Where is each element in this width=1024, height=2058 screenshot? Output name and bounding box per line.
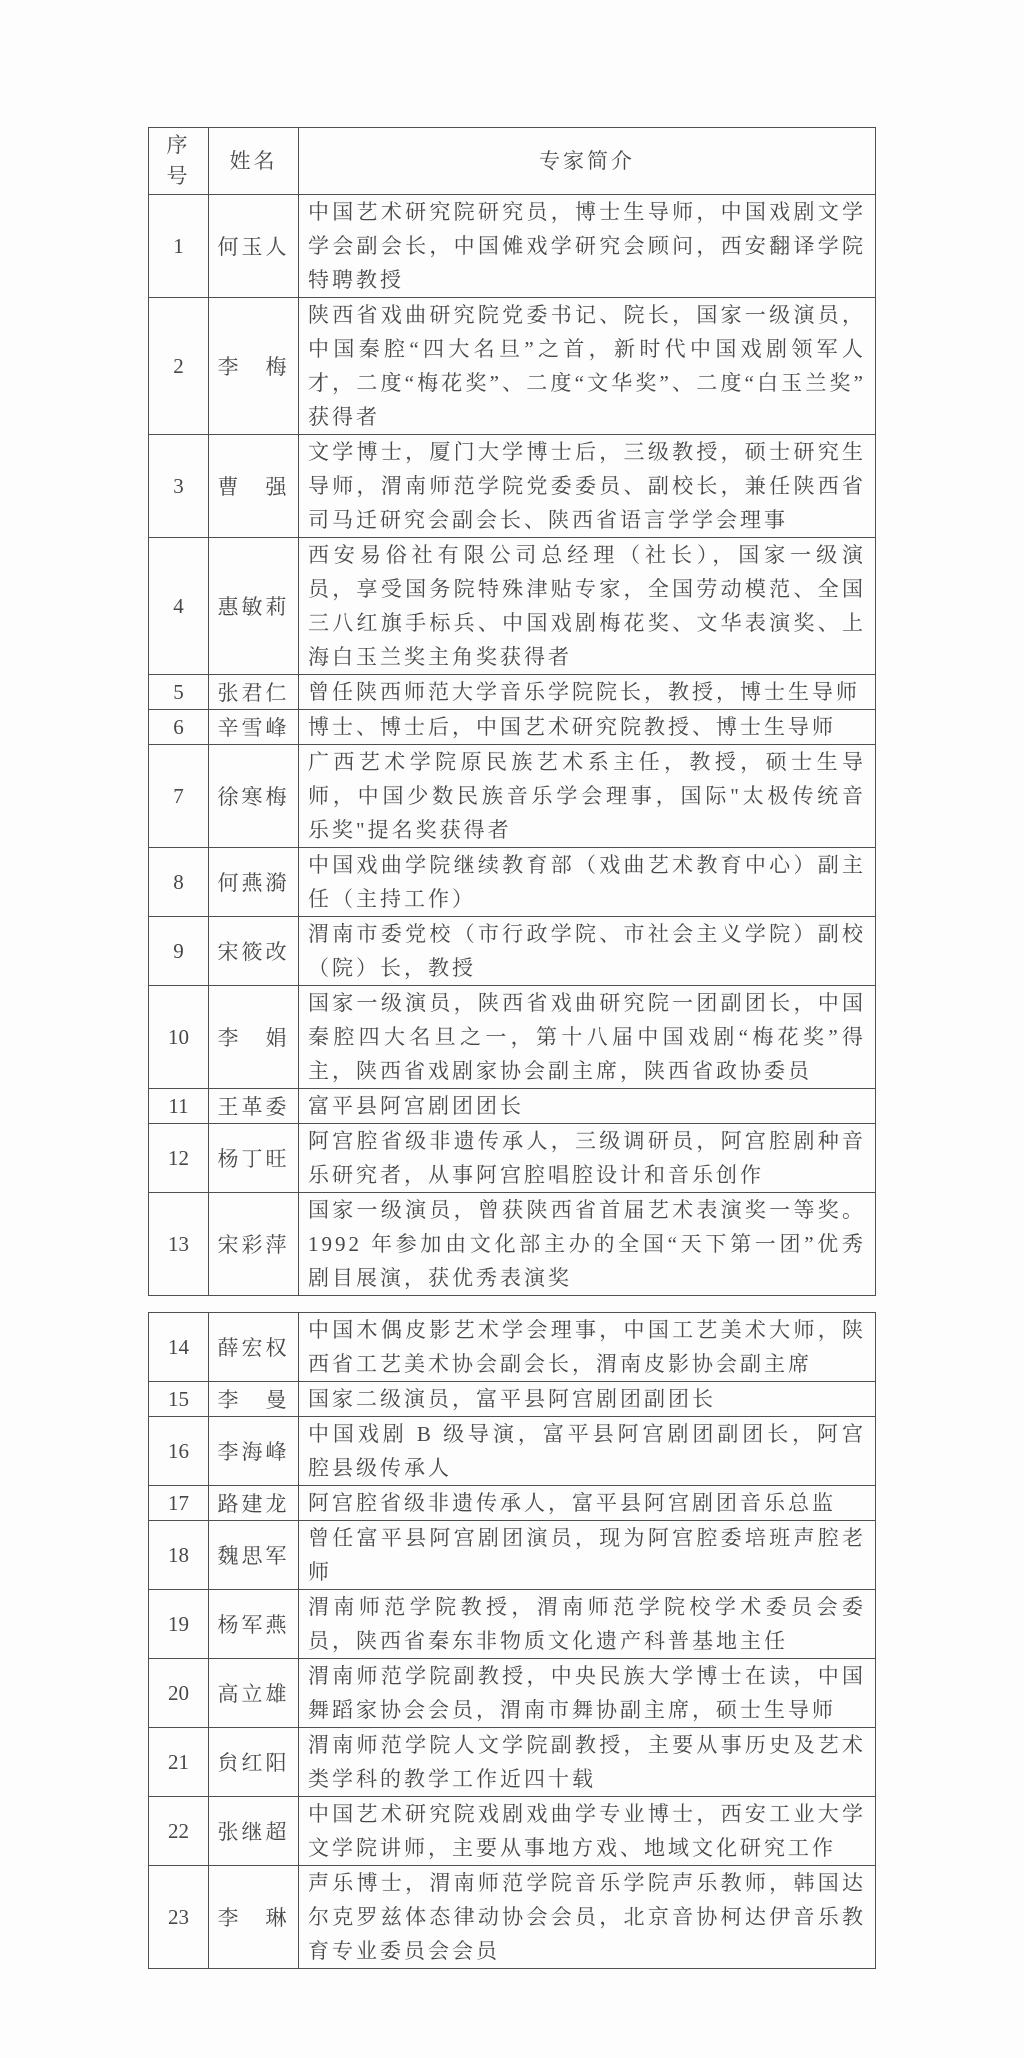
table-row	[149, 538, 876, 675]
serial-cell: 2	[149, 298, 209, 435]
serial-cell: 8	[149, 848, 209, 917]
table-row	[149, 298, 876, 435]
serial-cell: 6	[149, 710, 209, 745]
table-row	[149, 195, 876, 298]
serial-cell: 18	[149, 1521, 209, 1590]
header-serial-line2: 号	[166, 164, 191, 188]
experts-table-section-2	[148, 1312, 876, 1969]
table-row	[149, 745, 876, 848]
bio-cell: 渭南师范学院教授，渭南师范学院校学术委员会委员，陕西省秦东非物质文化遗产科普基地主任	[299, 1590, 876, 1659]
serial-cell: 20	[149, 1659, 209, 1728]
table-row	[149, 435, 876, 538]
serial-cell: 17	[149, 1486, 209, 1521]
table-row	[149, 1659, 876, 1728]
bio-cell: 中国艺术研究院研究员，博士生导师，中国戏剧文学学会副会长，中国傩戏学研究会顾问，西安翻译学院特聘教授	[299, 195, 876, 298]
serial-cell: 1	[149, 195, 209, 298]
name-cell: 徐寒梅	[209, 745, 299, 848]
name-cell: 杨丁旺	[209, 1124, 299, 1193]
bio-cell: 中国戏曲学院继续教育部（戏曲艺术教育中心）副主任（主持工作）	[299, 848, 876, 917]
table-row	[149, 917, 876, 986]
table-header-row	[149, 128, 876, 195]
bio-cell: 声乐博士，渭南师范学院音乐学院声乐教师，韩国达尔克罗兹体态律动协会会员，北京音协柯达伊音乐教育专业委员会会员	[299, 1866, 876, 1969]
bio-cell: 中国戏剧 B 级导演，富平县阿宫剧团副团长，阿宫腔县级传承人	[299, 1417, 876, 1486]
table-row	[149, 1382, 876, 1417]
name-cell: 王革委	[209, 1089, 299, 1124]
serial-cell: 15	[149, 1382, 209, 1417]
table-row	[149, 675, 876, 710]
name-cell: 杨军燕	[209, 1590, 299, 1659]
bio-cell: 中国艺术研究院戏剧戏曲学专业博士，西安工业大学文学院讲师，主要从事地方戏、地域文化研究工作	[299, 1797, 876, 1866]
name-cell: 李海峰	[209, 1417, 299, 1486]
name-cell: 薛宏权	[209, 1313, 299, 1382]
table-row	[149, 1313, 876, 1382]
name-cell: 贠红阳	[209, 1728, 299, 1797]
name-cell: 李 梅	[209, 298, 299, 435]
name-cell: 李 琳	[209, 1866, 299, 1969]
serial-cell: 11	[149, 1089, 209, 1124]
name-cell: 高立雄	[209, 1659, 299, 1728]
bio-cell: 富平县阿宫剧团团长	[299, 1089, 876, 1124]
name-cell: 张君仁	[209, 675, 299, 710]
name-cell: 魏思军	[209, 1521, 299, 1590]
header-bio: 专家简介	[299, 128, 876, 195]
table-row	[149, 1728, 876, 1797]
name-cell: 李 曼	[209, 1382, 299, 1417]
bio-cell: 西安易俗社有限公司总经理（社长），国家一级演员，享受国务院特殊津贴专家，全国劳动模范、全国三八红旗手标兵、中国戏剧梅花奖、文华表演奖、上海白玉兰奖主角奖获得者	[299, 538, 876, 675]
serial-cell: 13	[149, 1193, 209, 1296]
serial-cell: 3	[149, 435, 209, 538]
experts-table-section-1	[148, 127, 876, 1296]
header-serial	[149, 128, 209, 195]
serial-cell: 7	[149, 745, 209, 848]
bio-cell: 博士、博士后，中国艺术研究院教授、博士生导师	[299, 710, 876, 745]
serial-cell: 22	[149, 1797, 209, 1866]
name-cell: 曹 强	[209, 435, 299, 538]
serial-cell: 19	[149, 1590, 209, 1659]
serial-cell: 10	[149, 986, 209, 1089]
table-row	[149, 1797, 876, 1866]
table-row	[149, 1521, 876, 1590]
serial-cell: 12	[149, 1124, 209, 1193]
name-cell: 宋筱改	[209, 917, 299, 986]
bio-cell: 国家一级演员，陕西省戏曲研究院一团副团长，中国秦腔四大名旦之一，第十八届中国戏剧“梅花奖”得主，陕西省戏剧家协会副主席，陕西省政协委员	[299, 986, 876, 1089]
serial-cell: 4	[149, 538, 209, 675]
table-row	[149, 986, 876, 1089]
table-row	[149, 1590, 876, 1659]
name-cell: 张继超	[209, 1797, 299, 1866]
name-cell: 宋彩萍	[209, 1193, 299, 1296]
serial-cell: 5	[149, 675, 209, 710]
bio-cell: 曾任陕西师范大学音乐学院院长，教授，博士生导师	[299, 675, 876, 710]
header-name: 姓名	[209, 128, 299, 195]
table-row	[149, 1124, 876, 1193]
bio-cell: 文学博士，厦门大学博士后，三级教授，硕士研究生导师，渭南师范学院党委委员、副校长，兼任陕西省司马迁研究会副会长、陕西省语言学学会理事	[299, 435, 876, 538]
name-cell: 惠敏莉	[209, 538, 299, 675]
table-row	[149, 710, 876, 745]
name-cell: 何玉人	[209, 195, 299, 298]
bio-cell: 渭南市委党校（市行政学院、市社会主义学院）副校（院）长，教授	[299, 917, 876, 986]
name-cell: 何燕漪	[209, 848, 299, 917]
serial-cell: 16	[149, 1417, 209, 1486]
bio-cell: 陕西省戏曲研究院党委书记、院长，国家一级演员，中国秦腔“四大名旦”之首，新时代中国戏剧领军人才，二度“梅花奖”、二度“文华奖”、二度“白玉兰奖”获得者	[299, 298, 876, 435]
bio-cell: 中国木偶皮影艺术学会理事，中国工艺美术大师，陕西省工艺美术协会副会长，渭南皮影协会副主席	[299, 1313, 876, 1382]
table-row	[149, 848, 876, 917]
table-row	[149, 1089, 876, 1124]
name-cell: 李 娟	[209, 986, 299, 1089]
bio-cell: 渭南师范学院人文学院副教授，主要从事历史及艺术类学科的教学工作近四十载	[299, 1728, 876, 1797]
bio-cell: 曾任富平县阿宫剧团演员，现为阿宫腔委培班声腔老师	[299, 1521, 876, 1590]
bio-cell: 阿宫腔省级非遗传承人，富平县阿宫剧团音乐总监	[299, 1486, 876, 1521]
serial-cell: 21	[149, 1728, 209, 1797]
header-serial-line1: 序	[166, 133, 191, 157]
name-cell: 路建龙	[209, 1486, 299, 1521]
bio-cell: 渭南师范学院副教授，中央民族大学博士在读，中国舞蹈家协会会员，渭南市舞协副主席，硕士生导师	[299, 1659, 876, 1728]
table-row	[149, 1417, 876, 1486]
table-row	[149, 1193, 876, 1296]
serial-cell: 9	[149, 917, 209, 986]
bio-cell: 阿宫腔省级非遗传承人，三级调研员，阿宫腔剧种音乐研究者，从事阿宫腔唱腔设计和音乐创作	[299, 1124, 876, 1193]
serial-cell: 14	[149, 1313, 209, 1382]
bio-cell: 国家二级演员，富平县阿宫剧团副团长	[299, 1382, 876, 1417]
serial-cell: 23	[149, 1866, 209, 1969]
table-row	[149, 1486, 876, 1521]
table-row	[149, 1866, 876, 1969]
bio-cell: 广西艺术学院原民族艺术系主任，教授，硕士生导师，中国少数民族音乐学会理事，国际"太极传统音乐奖"提名奖获得者	[299, 745, 876, 848]
name-cell: 辛雪峰	[209, 710, 299, 745]
bio-cell: 国家一级演员，曾获陕西省首届艺术表演奖一等奖。1992 年参加由文化部主办的全国“天下第一团”优秀剧目展演，获优秀表演奖	[299, 1193, 876, 1296]
